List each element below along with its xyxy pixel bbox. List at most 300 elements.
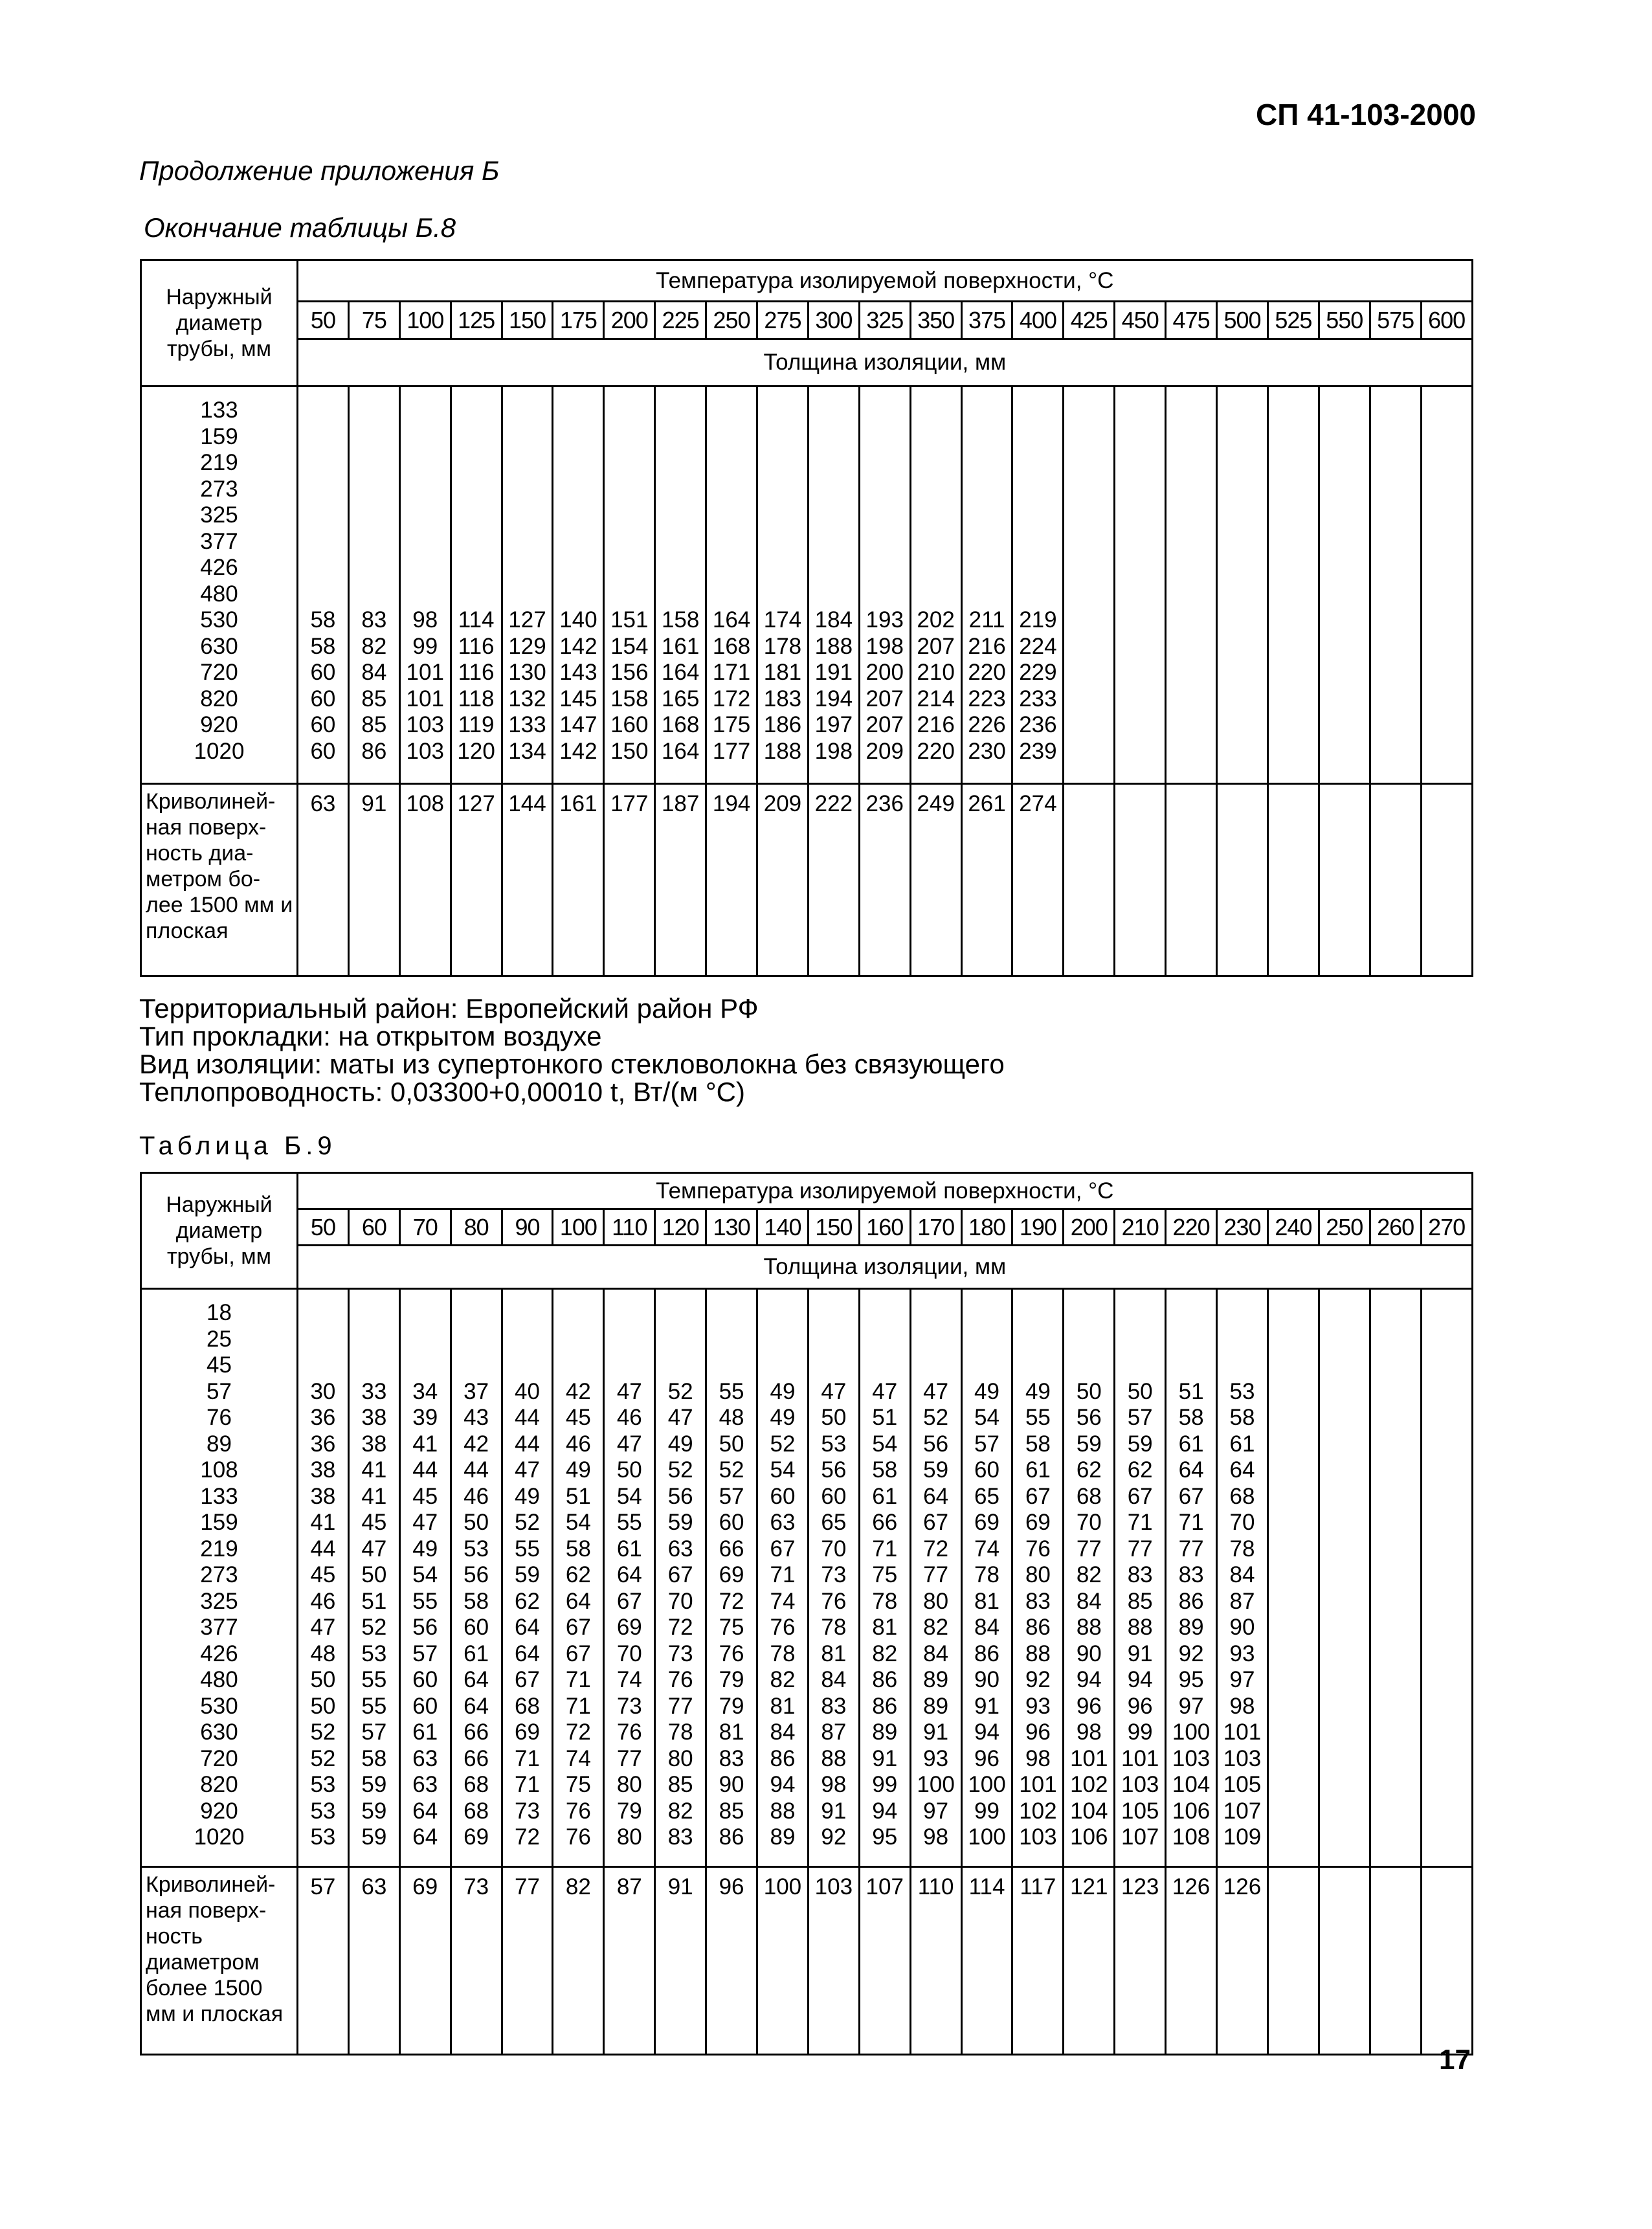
- thickness-value: 50: [310, 1667, 336, 1692]
- thickness-value: 41: [412, 1431, 438, 1457]
- curved-surface-cell: [910, 1867, 961, 2055]
- thickness-value: [1371, 1431, 1420, 1458]
- thickness-value: 60: [310, 660, 336, 685]
- curved-surface-cell: [298, 1867, 349, 2055]
- thickness-value: 119: [458, 712, 495, 737]
- thickness-value: [963, 476, 1012, 503]
- thickness-column: [1166, 386, 1217, 784]
- thickness-value: [1422, 1484, 1471, 1510]
- thickness-value: 64: [412, 1824, 438, 1850]
- curved-surface-cell: [1064, 1867, 1115, 2055]
- thickness-value: [1371, 607, 1420, 634]
- thickness-list: [553, 1290, 603, 1851]
- thickness-value: [1269, 424, 1318, 451]
- thickness-value: [707, 1352, 756, 1379]
- thickness-value: [1320, 1352, 1369, 1379]
- thickness-value: 62: [515, 1588, 540, 1614]
- thickness-value: [1064, 581, 1113, 608]
- thickness-value: 38: [310, 1483, 336, 1509]
- diameter-value: 325: [200, 1588, 238, 1614]
- thickness-value: [605, 398, 654, 424]
- thickness-list: [1320, 387, 1369, 765]
- thickness-value: 239: [1019, 738, 1057, 764]
- thickness-value: 89: [872, 1719, 898, 1745]
- thickness-value: 103: [1121, 1772, 1159, 1797]
- thickness-value: [1320, 1379, 1369, 1406]
- diameter-value: 1020: [194, 1824, 245, 1850]
- thickness-value: [1166, 607, 1216, 634]
- thickness-value: [707, 424, 756, 451]
- thickness-value: 34: [412, 1378, 438, 1404]
- thickness-value: 51: [565, 1483, 591, 1509]
- thickness-value: 103: [406, 738, 444, 764]
- thickness-value: [809, 424, 858, 451]
- thickness-list: [1166, 1290, 1216, 1851]
- curved-surface-value: 63: [361, 1874, 387, 1899]
- thickness-value: [1064, 502, 1113, 529]
- thickness-value: 44: [515, 1405, 540, 1430]
- thickness-value: 67: [1127, 1483, 1153, 1509]
- thickness-value: 63: [412, 1772, 438, 1797]
- note-insulation-type: Вид изоляции: маты из супертонкого стекловолокна без связующего: [139, 1049, 1005, 1079]
- thickness-value: 94: [974, 1719, 999, 1745]
- thickness-column: [399, 386, 451, 784]
- temperature-value: 200: [1064, 1209, 1115, 1246]
- thickness-value: 86: [770, 1745, 796, 1771]
- thickness-value: 78: [1229, 1536, 1255, 1562]
- thickness-value: 56: [923, 1431, 949, 1457]
- curved-surface-cell: [451, 784, 502, 976]
- diameter-value: 89: [206, 1431, 232, 1457]
- thickness-value: [1422, 398, 1471, 424]
- thickness-value: 58: [1229, 1405, 1255, 1430]
- thickness-value: [553, 555, 603, 581]
- thickness-value: 61: [1025, 1457, 1051, 1483]
- thickness-value: 116: [458, 633, 495, 659]
- thickness-value: 46: [565, 1431, 591, 1457]
- thickness-value: [860, 529, 910, 555]
- thickness-value: 63: [412, 1745, 438, 1771]
- thickness-value: [707, 1300, 756, 1327]
- thickness-value: [1218, 555, 1267, 581]
- thickness-value: 71: [515, 1745, 540, 1771]
- document-code: СП 41-103-2000: [1256, 98, 1476, 131]
- thickness-value: [1218, 660, 1267, 686]
- thickness-value: 79: [616, 1798, 642, 1824]
- thickness-value: 55: [361, 1693, 387, 1719]
- thickness-value: 70: [821, 1536, 847, 1562]
- thickness-value: [298, 502, 348, 529]
- thickness-value: [758, 450, 807, 476]
- thickness-value: 145: [559, 686, 597, 711]
- thickness-value: [809, 1327, 858, 1353]
- curved-surface-cell: [502, 1867, 553, 2055]
- thickness-value: [1269, 1798, 1318, 1825]
- thickness-value: [1166, 686, 1216, 713]
- thickness-value: 198: [865, 633, 904, 659]
- thickness-list: [1013, 1290, 1062, 1851]
- thickness-value: 92: [1178, 1641, 1204, 1666]
- thickness-value: 82: [361, 633, 387, 659]
- diameter-value: 45: [206, 1352, 232, 1378]
- thickness-value: 127: [508, 607, 546, 633]
- thickness-value: [1422, 1694, 1471, 1720]
- thickness-value: 101: [406, 686, 444, 711]
- thickness-value: [401, 529, 450, 555]
- thickness-value: 68: [463, 1798, 489, 1824]
- thickness-value: [1218, 1327, 1267, 1353]
- thickness-value: [1064, 739, 1113, 765]
- thickness-value: [911, 502, 961, 529]
- thickness-column: [1267, 1289, 1319, 1867]
- thickness-value: [1371, 1772, 1420, 1798]
- thickness-value: [758, 502, 807, 529]
- thickness-value: [350, 529, 399, 555]
- thickness-value: [1115, 1300, 1165, 1327]
- thickness-value: [1422, 1589, 1471, 1615]
- thickness-value: 101: [1070, 1745, 1108, 1771]
- thickness-value: [1115, 502, 1165, 529]
- thickness-value: 52: [310, 1719, 336, 1745]
- curved-surface-cell: [808, 1867, 859, 2055]
- thickness-value: 67: [616, 1588, 642, 1614]
- thickness-value: [656, 398, 705, 424]
- thickness-value: [1269, 398, 1318, 424]
- thickness-value: 60: [719, 1510, 744, 1535]
- thickness-value: [1064, 1327, 1113, 1353]
- thickness-value: [1269, 1719, 1318, 1746]
- thickness-value: [809, 450, 858, 476]
- thickness-value: [1371, 739, 1420, 765]
- thickness-list: [503, 387, 552, 765]
- thickness-value: 50: [616, 1457, 642, 1483]
- thickness-value: [1320, 634, 1369, 660]
- thickness-value: 51: [872, 1405, 898, 1430]
- thickness-value: [1320, 502, 1369, 529]
- thickness-value: 94: [872, 1798, 898, 1824]
- thickness-value: [350, 1300, 399, 1327]
- thickness-value: [350, 555, 399, 581]
- thickness-value: [1064, 634, 1113, 660]
- thickness-value: [1269, 607, 1318, 634]
- thickness-value: [1269, 502, 1318, 529]
- thickness-value: 103: [406, 712, 444, 737]
- thickness-list: [401, 387, 450, 765]
- curved-surface-value: 236: [865, 791, 904, 816]
- thickness-value: [1320, 739, 1369, 765]
- thickness-value: [350, 1327, 399, 1353]
- curved-surface-cell: [757, 1867, 809, 2055]
- thickness-value: 54: [565, 1510, 591, 1535]
- thickness-value: [452, 476, 501, 503]
- thickness-value: 171: [712, 660, 751, 685]
- temperature-value: 210: [1115, 1209, 1166, 1246]
- thickness-value: [1371, 502, 1420, 529]
- thickness-value: [809, 502, 858, 529]
- thickness-column: [808, 1289, 859, 1867]
- curved-surface-value: 91: [667, 1874, 693, 1899]
- thickness-value: [1218, 634, 1267, 660]
- thickness-value: [452, 398, 501, 424]
- thickness-value: [1371, 660, 1420, 686]
- thickness-value: 168: [712, 633, 751, 659]
- thickness-value: [1115, 660, 1165, 686]
- temperature-value: 250: [1319, 1209, 1370, 1246]
- thickness-value: 69: [974, 1510, 999, 1535]
- curved-surface-cell: [910, 784, 961, 976]
- thickness-value: [911, 1327, 961, 1353]
- thickness-value: 73: [821, 1562, 847, 1587]
- thickness-value: 56: [821, 1457, 847, 1483]
- thickness-value: [1218, 1352, 1267, 1379]
- thickness-value: [1218, 450, 1267, 476]
- thickness-value: 100: [917, 1772, 955, 1797]
- thickness-value: 142: [559, 633, 597, 659]
- thickness-value: [1115, 1352, 1165, 1379]
- diameter-value: 377: [200, 1615, 238, 1640]
- thickness-value: 59: [361, 1824, 387, 1850]
- thickness-list: [963, 1290, 1012, 1851]
- thickness-value: [298, 581, 348, 608]
- thickness-value: 47: [616, 1431, 642, 1457]
- thickness-value: 88: [1076, 1615, 1102, 1640]
- curved-surface-cell: [859, 784, 910, 976]
- curved-surface-value: 123: [1121, 1874, 1159, 1899]
- thickness-value: 45: [310, 1562, 336, 1587]
- thickness-value: 98: [1229, 1693, 1255, 1719]
- thickness-value: 76: [719, 1641, 744, 1666]
- thickness-value: [553, 529, 603, 555]
- thickness-value: [1371, 1536, 1420, 1563]
- thickness-value: [656, 1327, 705, 1353]
- note-conductivity: Теплопроводность: 0,03300+0,00010 t, Вт/(м °C): [139, 1077, 745, 1107]
- thickness-value: 72: [515, 1824, 540, 1850]
- curved-surface-value: 177: [610, 791, 649, 816]
- thickness-value: 60: [974, 1457, 999, 1483]
- thickness-value: 58: [310, 607, 336, 633]
- temperature-value: 475: [1166, 302, 1217, 339]
- thickness-value: 116: [458, 660, 495, 685]
- thickness-value: 67: [565, 1641, 591, 1666]
- thickness-value: 88: [821, 1745, 847, 1771]
- thickness-list: [1422, 387, 1471, 765]
- thickness-value: 64: [616, 1562, 642, 1587]
- thickness-value: 61: [872, 1483, 898, 1509]
- diameter-value: 820: [200, 686, 238, 711]
- thickness-value: 51: [361, 1588, 387, 1614]
- thickness-value: [656, 1352, 705, 1379]
- thickness-value: [1422, 1719, 1471, 1746]
- curved-surface-value: 117: [1020, 1874, 1056, 1899]
- thickness-value: 52: [667, 1457, 693, 1483]
- thickness-value: [503, 450, 552, 476]
- thickness-value: [1166, 398, 1216, 424]
- thickness-value: 89: [923, 1693, 949, 1719]
- thickness-list: [1269, 387, 1318, 765]
- thickness-list: [1269, 1290, 1318, 1851]
- diameter-value: 530: [200, 1693, 238, 1719]
- thickness-value: 64: [463, 1693, 489, 1719]
- thickness-value: [1422, 502, 1471, 529]
- curved-surface-value: 87: [616, 1874, 642, 1899]
- thickness-value: [298, 424, 348, 451]
- thickness-value: [1422, 1457, 1471, 1484]
- thickness-value: [1013, 1327, 1062, 1353]
- thickness-value: [1422, 739, 1471, 765]
- thickness-value: [1320, 1510, 1369, 1536]
- curved-surface-value: 57: [310, 1874, 336, 1899]
- thickness-value: [350, 398, 399, 424]
- thickness-value: 42: [463, 1431, 489, 1457]
- thickness-value: [860, 398, 910, 424]
- curved-surface-value: [1320, 1868, 1369, 1900]
- curved-surface-cell: [961, 1867, 1012, 2055]
- thickness-value: 236: [1019, 712, 1057, 737]
- thickness-value: 80: [1025, 1562, 1051, 1587]
- thickness-value: 67: [770, 1536, 796, 1562]
- thickness-value: 200: [865, 660, 904, 685]
- thickness-value: [1166, 581, 1216, 608]
- thickness-value: 80: [616, 1824, 642, 1850]
- temperature-value: 150: [808, 1209, 859, 1246]
- thickness-value: [1115, 555, 1165, 581]
- thickness-column: [1217, 386, 1268, 784]
- thickness-value: [758, 476, 807, 503]
- thickness-value: 71: [1178, 1510, 1204, 1535]
- thickness-value: [553, 450, 603, 476]
- thickness-value: 78: [770, 1641, 796, 1666]
- diameter-value: 159: [200, 423, 238, 449]
- thickness-value: [1422, 1352, 1471, 1379]
- thickness-value: 59: [515, 1562, 540, 1587]
- thickness-value: 142: [559, 738, 597, 764]
- thickness-value: 47: [872, 1378, 898, 1404]
- thickness-value: 74: [770, 1588, 796, 1614]
- thickness-column: [1115, 1289, 1166, 1867]
- thickness-value: [1371, 555, 1420, 581]
- thickness-value: [1320, 450, 1369, 476]
- thickness-value: 69: [616, 1615, 642, 1640]
- thickness-value: 103: [1172, 1745, 1211, 1771]
- thickness-value: [707, 476, 756, 503]
- thickness-value: [707, 1327, 756, 1353]
- thickness-value: 100: [1172, 1719, 1211, 1745]
- diameter-column: [141, 386, 298, 784]
- thickness-value: [605, 529, 654, 555]
- thickness-value: [1269, 1667, 1318, 1694]
- thickness-value: 47: [616, 1378, 642, 1404]
- thickness-value: 52: [770, 1431, 796, 1457]
- thickness-value: 52: [310, 1745, 336, 1771]
- thickness-value: 87: [821, 1719, 847, 1745]
- thickness-value: [809, 398, 858, 424]
- thickness-value: 78: [667, 1719, 693, 1745]
- thickness-value: 67: [923, 1510, 949, 1535]
- thickness-value: [1422, 686, 1471, 713]
- thickness-value: [1320, 1641, 1369, 1668]
- thickness-value: [860, 1327, 910, 1353]
- thickness-value: 83: [719, 1745, 744, 1771]
- thickness-value: [503, 424, 552, 451]
- thickness-value: 41: [361, 1457, 387, 1483]
- thickness-value: [911, 581, 961, 608]
- thickness-value: 96: [974, 1745, 999, 1771]
- curved-surface-cell: [553, 784, 604, 976]
- thickness-value: [1218, 607, 1267, 634]
- thickness-value: 73: [616, 1693, 642, 1719]
- thickness-list: [1115, 387, 1165, 765]
- thickness-value: [1064, 660, 1113, 686]
- curved-surface-value: 249: [917, 791, 955, 816]
- curved-surface-value: 121: [1070, 1874, 1108, 1899]
- thickness-value: [963, 424, 1012, 451]
- thickness-value: [963, 529, 1012, 555]
- thickness-value: [1371, 1641, 1420, 1668]
- thickness-value: 69: [1025, 1510, 1051, 1535]
- thickness-value: 193: [865, 607, 904, 633]
- thickness-value: 109: [1223, 1824, 1262, 1850]
- thickness-value: [1320, 1300, 1369, 1327]
- curved-surface-value: 110: [917, 1874, 954, 1899]
- thickness-value: 47: [361, 1536, 387, 1562]
- thickness-value: [452, 424, 501, 451]
- thickness-value: 104: [1172, 1772, 1211, 1797]
- thickness-value: [707, 398, 756, 424]
- thickness-value: [401, 424, 450, 451]
- thickness-value: [553, 1327, 603, 1353]
- thickness-value: 83: [1178, 1562, 1204, 1587]
- thickness-value: 81: [770, 1693, 796, 1719]
- thickness-value: 66: [872, 1510, 898, 1535]
- thickness-value: [503, 1300, 552, 1327]
- thickness-value: [1320, 712, 1369, 739]
- curved-surface-value: 96: [719, 1874, 744, 1899]
- thickness-value: 97: [923, 1798, 949, 1824]
- curved-surface-cell: [604, 1867, 655, 2055]
- thickness-column: [757, 1289, 809, 1867]
- thickness-value: [1320, 1746, 1369, 1773]
- thickness-value: [1320, 1772, 1369, 1798]
- page-number: 17: [1439, 2044, 1471, 2076]
- thickness-value: 71: [515, 1772, 540, 1797]
- curved-surface-cell: [757, 784, 809, 976]
- thickness-value: [1422, 1798, 1471, 1825]
- thickness-value: [1371, 450, 1420, 476]
- curved-surface-label-cell: [141, 784, 298, 976]
- thickness-value: 88: [1025, 1641, 1051, 1666]
- thickness-value: [860, 450, 910, 476]
- thickness-value: 191: [814, 660, 853, 685]
- thickness-value: 233: [1019, 686, 1057, 711]
- curved-surface-cell: [859, 1867, 910, 2055]
- thickness-value: 58: [310, 633, 336, 659]
- thickness-value: 45: [565, 1405, 591, 1430]
- thickness-value: [1115, 476, 1165, 503]
- table-b9-caption: Таблица Б.9: [139, 1132, 337, 1160]
- thickness-value: [1320, 555, 1369, 581]
- thickness-value: [911, 1300, 961, 1327]
- curved-surface-value: 209: [763, 791, 802, 816]
- thickness-value: [452, 1300, 501, 1327]
- thickness-value: [1371, 398, 1420, 424]
- curved-surface-cell: [348, 784, 399, 976]
- curved-surface-cell: [553, 1867, 604, 2055]
- thickness-value: [1269, 1536, 1318, 1563]
- thickness-list: [1218, 387, 1267, 765]
- thickness-value: 202: [917, 607, 955, 633]
- thickness-value: [758, 1327, 807, 1353]
- thickness-list: [1218, 1290, 1267, 1851]
